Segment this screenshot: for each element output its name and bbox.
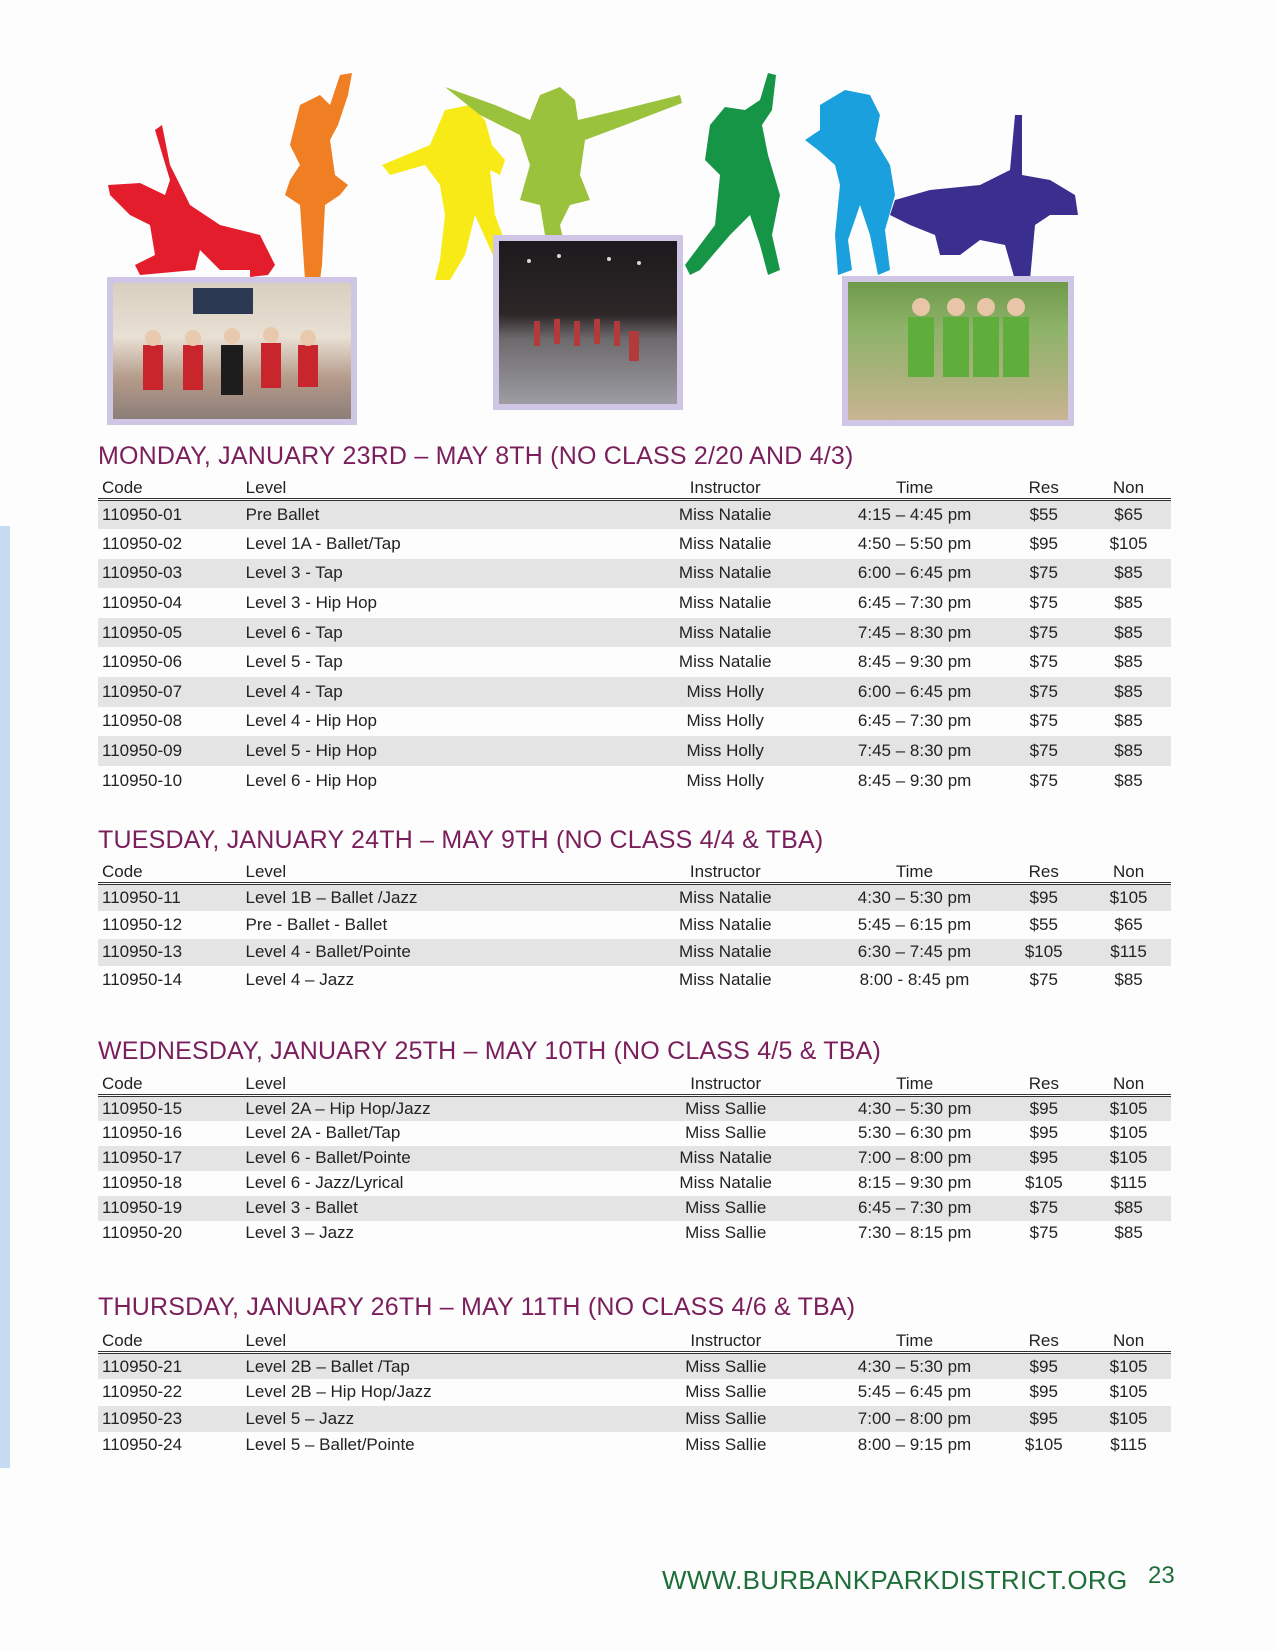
- cell-time: 4:30 – 5:30 pm: [828, 1353, 1002, 1380]
- cell-level: Level 6 - Ballet/Pointe: [241, 1146, 623, 1171]
- cell-res-price: $75: [1002, 618, 1086, 648]
- column-header-code: Code: [98, 472, 242, 500]
- column-header-instructor: Instructor: [624, 1068, 828, 1096]
- table-row: [98, 677, 1171, 707]
- cell-code: 110950-05: [98, 618, 242, 648]
- cell-time: 4:15 – 4:45 pm: [828, 500, 1002, 530]
- table-header-row: [98, 472, 1171, 500]
- cell-non-res-price: $85: [1086, 559, 1171, 589]
- cell-code: 110950-04: [102, 593, 183, 613]
- table-row: [98, 707, 1171, 737]
- cell-non-res-price: $85: [1086, 677, 1171, 707]
- table-row: [98, 1121, 1171, 1146]
- table-row: [98, 966, 1171, 994]
- cell-non-res-price: $65: [1086, 500, 1171, 530]
- table-row: [98, 647, 1171, 677]
- table-row: [98, 1221, 1171, 1246]
- table-row: [98, 529, 1171, 559]
- cell-non-res-price: $85: [1114, 969, 1143, 989]
- column-header-code: Code: [98, 1325, 241, 1353]
- cell-instructor: Miss Natalie: [623, 559, 828, 589]
- table-row: [98, 1171, 1171, 1196]
- cell-instructor: Miss Natalie: [678, 533, 772, 553]
- cell-code: 110950-21: [98, 1353, 241, 1380]
- cell-instructor: Miss Natalie: [623, 500, 828, 530]
- cell-code: 110950-15: [98, 1096, 241, 1121]
- cell-non-res-price: $105: [1086, 1096, 1171, 1121]
- cell-non-res-price: $105: [1086, 884, 1171, 912]
- cell-res-price: $55: [1002, 500, 1086, 530]
- column-header-level: Level: [241, 1068, 623, 1096]
- cell-code: 110950-03: [98, 559, 242, 589]
- cell-time: 4:30 – 5:30 pm: [828, 1096, 1002, 1121]
- column-header-level: Level: [242, 472, 623, 500]
- photo-students-red-vests: [107, 277, 357, 425]
- cell-instructor: Miss Holly: [686, 770, 764, 790]
- cell-time: 7:30 – 8:15 pm: [857, 1223, 972, 1242]
- schedule-table-wednesday: [98, 1068, 1171, 1246]
- cell-res-price: $105: [1001, 939, 1086, 967]
- cell-time: 8:45 – 9:30 pm: [857, 652, 972, 672]
- cell-time: 4:30 – 5:30 pm: [828, 884, 1002, 912]
- cell-level: Level 5 - Hip Hop: [242, 736, 623, 766]
- table-row: [98, 618, 1171, 648]
- column-header-time: Time: [828, 856, 1002, 884]
- cell-time: 8:00 - 8:45 pm: [859, 969, 970, 989]
- cell-instructor: Miss Sallie: [685, 1223, 767, 1242]
- cell-code: 110950-01: [98, 500, 242, 530]
- column-header-instructor: Instructor: [624, 1325, 828, 1353]
- cell-res-price: $95: [1001, 884, 1086, 912]
- table-row: [98, 1379, 1171, 1406]
- photo-stage-rehearsal: [493, 235, 683, 410]
- cell-level: Level 5 – Ballet/Pointe: [245, 1435, 415, 1455]
- cell-level: Level 1B – Ballet /Jazz: [241, 884, 623, 912]
- cell-time: 7:45 – 8:30 pm: [828, 736, 1002, 766]
- blue-dancer-silhouette: [805, 90, 895, 275]
- column-header-level: Level: [241, 1325, 624, 1353]
- cell-code: 110950-11: [98, 884, 241, 912]
- cell-instructor: Miss Natalie: [623, 884, 828, 912]
- cell-non-res-price: $85: [1114, 770, 1143, 790]
- table-header-row: [98, 1325, 1171, 1353]
- cell-code: 110950-10: [102, 770, 183, 790]
- website-link[interactable]: WWW.BURBANKPARKDISTRICT.ORG: [662, 1565, 1128, 1595]
- column-header-non: Non: [1086, 1068, 1171, 1096]
- cell-code: 110950-12: [102, 914, 183, 934]
- cell-instructor: Miss Natalie: [624, 1146, 828, 1171]
- table-row: [98, 1096, 1171, 1121]
- cell-code: 110950-16: [102, 1123, 183, 1142]
- schedule-table-tuesday: [98, 856, 1171, 994]
- cell-non-res-price: $85: [1086, 736, 1171, 766]
- cell-non-res-price: $105: [1109, 1382, 1148, 1402]
- cell-time: 5:45 – 6:15 pm: [857, 914, 972, 934]
- cell-instructor: Miss Sallie: [624, 1406, 828, 1433]
- cell-level: Level 6 - Tap: [242, 618, 623, 648]
- cell-code: 110950-14: [102, 969, 183, 989]
- cell-res-price: $75: [1029, 770, 1058, 790]
- cell-res-price: $95: [1001, 1096, 1086, 1121]
- cell-time: 7:45 – 8:30 pm: [828, 618, 1002, 648]
- cell-res-price: $75: [1029, 652, 1058, 672]
- cell-time: 6:00 – 6:45 pm: [828, 559, 1002, 589]
- dancer-banner: [100, 65, 1130, 445]
- table-row: [98, 1196, 1171, 1221]
- cell-time: 8:15 – 9:30 pm: [857, 1173, 972, 1192]
- cell-non-res-price: $85: [1086, 618, 1171, 648]
- column-header-time: Time: [828, 472, 1002, 500]
- side-color-strip: [0, 526, 10, 1468]
- column-header-res: Res: [1001, 1068, 1086, 1096]
- schedule-table-monday: [98, 472, 1171, 795]
- cell-instructor: Miss Holly: [686, 711, 764, 731]
- section-title-thursday: THURSDAY, JANUARY 26TH – MAY 11TH (NO CLASS 4/6 & TBA): [98, 1293, 856, 1321]
- cell-instructor: Miss Holly: [623, 736, 828, 766]
- cell-res-price: $95: [1001, 1146, 1086, 1171]
- cell-code: 110950-07: [98, 677, 242, 707]
- cell-level: Level 3 - Ballet: [241, 1196, 623, 1221]
- column-header-non: Non: [1086, 1325, 1171, 1353]
- cell-instructor: Miss Sallie: [685, 1435, 767, 1455]
- cell-code: 110950-19: [98, 1196, 241, 1221]
- cell-res-price: $75: [1002, 736, 1086, 766]
- column-header-res: Res: [1002, 472, 1086, 500]
- cell-code: 110950-13: [98, 939, 241, 967]
- cell-non-res-price: $105: [1109, 1123, 1148, 1142]
- cell-time: 5:45 – 6:45 pm: [857, 1382, 972, 1402]
- cell-instructor: Miss Natalie: [678, 652, 772, 672]
- green-dancer-silhouette: [685, 73, 780, 275]
- cell-instructor: Miss Natalie: [679, 969, 772, 989]
- column-header-code: Code: [98, 1068, 241, 1096]
- cell-res-price: $95: [1029, 1382, 1058, 1402]
- cell-level: Level 2A - Ballet/Tap: [245, 1123, 401, 1142]
- cell-instructor: Miss Natalie: [678, 593, 772, 613]
- cell-instructor: Miss Natalie: [623, 939, 828, 967]
- cell-level: Level 4 - Hip Hop: [245, 711, 378, 731]
- cell-level: Level 5 – Jazz: [241, 1406, 624, 1433]
- table-row: [98, 1146, 1171, 1171]
- table-header-row: [98, 856, 1171, 884]
- cell-non-res-price: $85: [1114, 593, 1143, 613]
- cell-res-price: $75: [1002, 677, 1086, 707]
- cell-level: Level 6 - Jazz/Lyrical: [245, 1173, 404, 1192]
- cell-instructor: Miss Natalie: [679, 1173, 772, 1192]
- table-row: [98, 588, 1171, 618]
- cell-level: Level 4 – Jazz: [245, 969, 355, 989]
- cell-level: Level 4 - Tap: [242, 677, 623, 707]
- cell-time: 6:30 – 7:45 pm: [828, 939, 1002, 967]
- cell-res-price: $105: [1024, 1435, 1063, 1455]
- cell-code: 110950-22: [102, 1382, 183, 1402]
- column-header-instructor: Instructor: [623, 472, 828, 500]
- cell-instructor: Miss Sallie: [685, 1123, 767, 1142]
- cell-res-price: $75: [1029, 711, 1058, 731]
- table-row: [98, 939, 1171, 967]
- cell-time: 8:45 – 9:30 pm: [857, 770, 972, 790]
- cell-code: 110950-24: [102, 1435, 183, 1455]
- cell-instructor: Miss Sallie: [624, 1196, 828, 1221]
- cell-non-res-price: $115: [1110, 1173, 1147, 1192]
- section-title-wednesday: WEDNESDAY, JANUARY 25TH – MAY 10TH (NO CLASS 4/5 & TBA): [98, 1037, 882, 1065]
- cell-level: Level 3 – Jazz: [245, 1223, 355, 1242]
- table-row: [98, 736, 1171, 766]
- cell-non-res-price: $85: [1114, 1223, 1143, 1242]
- cell-level: Level 2B – Hip Hop/Jazz: [245, 1382, 432, 1402]
- cell-res-price: $95: [1029, 533, 1058, 553]
- cell-level: Level 3 - Tap: [242, 559, 623, 589]
- cell-time: 6:45 – 7:30 pm: [857, 593, 972, 613]
- cell-level: Level 2A – Hip Hop/Jazz: [241, 1096, 623, 1121]
- section-title-tuesday: TUESDAY, JANUARY 24TH – MAY 9TH (NO CLASS 4/4 & TBA): [98, 826, 824, 854]
- cell-non-res-price: $105: [1109, 533, 1148, 553]
- cell-level: Level 3 - Hip Hop: [245, 593, 378, 613]
- cell-level: Level 6 - Hip Hop: [245, 770, 378, 790]
- cell-instructor: Miss Sallie: [624, 1353, 828, 1380]
- cell-res-price: $105: [1024, 1173, 1063, 1192]
- cell-non-res-price: $65: [1114, 914, 1143, 934]
- table-header-row: [98, 1068, 1171, 1096]
- column-header-instructor: Instructor: [623, 856, 828, 884]
- column-header-time: Time: [828, 1068, 1002, 1096]
- column-header-res: Res: [1001, 1325, 1086, 1353]
- column-header-time: Time: [828, 1325, 1002, 1353]
- cell-time: 6:45 – 7:30 pm: [857, 711, 972, 731]
- column-header-non: Non: [1086, 856, 1171, 884]
- cell-non-res-price: $85: [1114, 711, 1143, 731]
- cell-res-price: $95: [1001, 1353, 1086, 1380]
- column-header-res: Res: [1001, 856, 1086, 884]
- cell-res-price: $95: [1001, 1406, 1086, 1433]
- table-row: [98, 766, 1171, 796]
- cell-level: Level 2B – Ballet /Tap: [241, 1353, 624, 1380]
- cell-time: 6:45 – 7:30 pm: [828, 1196, 1002, 1221]
- cell-level: Level 5 - Tap: [245, 652, 343, 672]
- table-row: [98, 1406, 1171, 1433]
- cell-level: Pre - Ballet - Ballet: [245, 914, 388, 934]
- cell-non-res-price: $105: [1086, 1353, 1171, 1380]
- cell-non-res-price: $85: [1086, 1196, 1171, 1221]
- cell-res-price: $55: [1029, 914, 1058, 934]
- table-row: [98, 1432, 1171, 1459]
- cell-time: 4:50 – 5:50 pm: [857, 533, 972, 553]
- schedule-table-thursday: [98, 1325, 1171, 1459]
- cell-res-price: $75: [1029, 1223, 1059, 1242]
- cell-code: 110950-17: [98, 1146, 241, 1171]
- cell-non-res-price: $115: [1086, 939, 1171, 967]
- cell-instructor: Miss Holly: [623, 677, 828, 707]
- cell-instructor: Miss Sallie: [685, 1382, 767, 1402]
- cell-non-res-price: $115: [1110, 1435, 1147, 1455]
- cell-code: 110950-06: [102, 652, 183, 672]
- table-row: [98, 500, 1171, 530]
- cell-code: 110950-09: [98, 736, 242, 766]
- cell-code: 110950-18: [102, 1173, 183, 1192]
- orange-dancer-silhouette: [285, 73, 352, 280]
- cell-instructor: Miss Natalie: [623, 618, 828, 648]
- cell-res-price: $75: [1002, 559, 1086, 589]
- cell-code: 110950-20: [102, 1223, 183, 1242]
- table-row: [98, 1353, 1171, 1380]
- cell-time: 7:00 – 8:00 pm: [828, 1406, 1002, 1433]
- cell-time: 8:00 – 9:15 pm: [857, 1435, 972, 1455]
- cell-res-price: $75: [1029, 593, 1058, 613]
- cell-level: Level 1A - Ballet/Tap: [245, 533, 401, 553]
- cell-res-price: $95: [1029, 1123, 1059, 1142]
- cell-code: 110950-23: [98, 1406, 241, 1433]
- cell-level: Level 4 - Ballet/Pointe: [241, 939, 623, 967]
- cell-level: Pre Ballet: [242, 500, 623, 530]
- cell-time: 6:00 – 6:45 pm: [828, 677, 1002, 707]
- indigo-dancer-silhouette: [890, 115, 1078, 280]
- table-row: [98, 911, 1171, 939]
- cell-instructor: Miss Sallie: [624, 1096, 828, 1121]
- cell-non-res-price: $105: [1086, 1406, 1171, 1433]
- cell-code: 110950-08: [102, 711, 183, 731]
- table-row: [98, 559, 1171, 589]
- column-header-code: Code: [98, 856, 241, 884]
- cell-time: 5:30 – 6:30 pm: [857, 1123, 972, 1142]
- cell-code: 110950-02: [102, 533, 183, 553]
- cell-res-price: $75: [1029, 969, 1058, 989]
- cell-instructor: Miss Natalie: [679, 914, 772, 934]
- section-title-monday: MONDAY, JANUARY 23RD – MAY 8TH (NO CLASS 2/20 AND 4/3): [98, 442, 854, 470]
- cell-res-price: $75: [1001, 1196, 1086, 1221]
- column-header-level: Level: [241, 856, 623, 884]
- column-header-non: Non: [1086, 472, 1171, 500]
- photo-dancers-green-costumes: [842, 276, 1074, 426]
- cell-non-res-price: $85: [1114, 652, 1143, 672]
- page-number: 23: [1148, 1562, 1175, 1589]
- table-row: [98, 884, 1171, 912]
- cell-time: 7:00 – 8:00 pm: [828, 1146, 1002, 1171]
- cell-non-res-price: $105: [1086, 1146, 1171, 1171]
- red-dancer-silhouette: [108, 125, 275, 277]
